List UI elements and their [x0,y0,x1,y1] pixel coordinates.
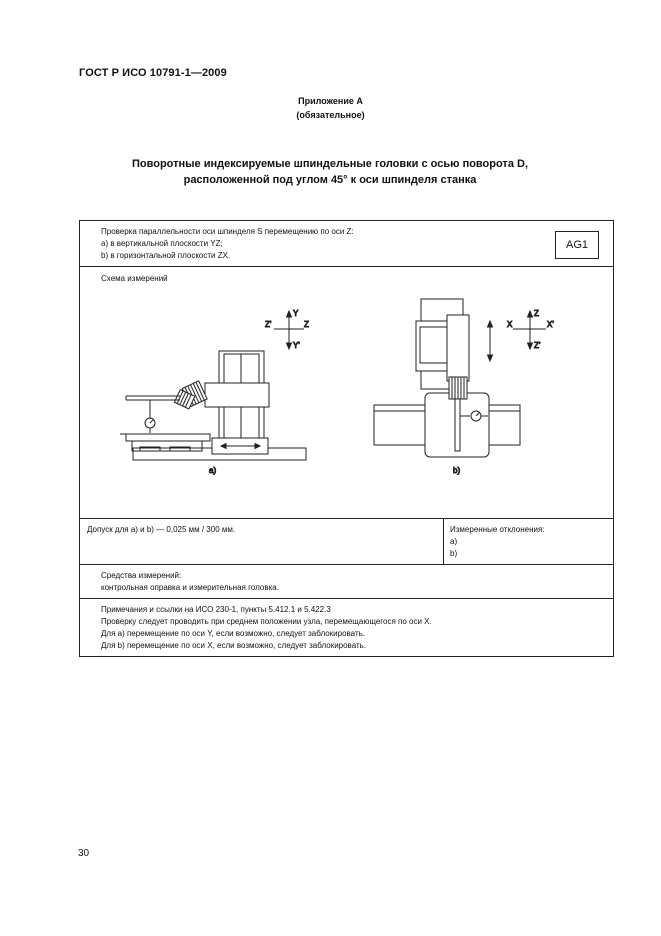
tolerance-text: Допуск для a) и b) — 0,025 мм / 300 мм. [87,525,236,534]
annex-title: Приложение А [298,96,363,106]
measurement-diagram [80,291,613,541]
section-heading-line1: Поворотные индексируемые шпиндельные головки с осью поворота D, [131,158,528,170]
figure-a-caption: а) [209,466,217,475]
measured-deviation-b: b) [450,549,458,558]
axis-label-x: X [507,320,513,329]
axis-label-z-prime: Z' [265,320,272,329]
instruments-text: контрольная оправка и измерительная головка. [101,583,279,592]
check-table [79,220,614,657]
notes-line2: Проверку следует проводить при среднем положении узла, перемещающегося по оси X. [101,617,432,626]
column-divider [443,518,444,564]
axis-label-z-b: Z [534,309,539,318]
document-header: ГОСТ Р ИСО 10791-1—2009 [79,67,227,79]
row-divider [80,266,613,267]
measured-deviations-label: Измеренные отклонения: [450,525,545,534]
notes-reference: Примечания и ссылки на ИСО 230-1, пункты 5.412.1 и 5.422.3 [101,605,331,614]
axis-label-z: Z [304,320,309,329]
notes-line4: Для b) перемещение по оси X, если возможно, следует заблокировать. [101,641,367,650]
row-divider [80,564,613,565]
check-description: Проверка параллельности оси шпинделя S перемещению по оси Z: [101,227,354,236]
diagram-label: Схема измерений [101,274,168,283]
measured-deviation-a: a) [450,537,458,546]
check-item-a: a) в вертикальной плоскости YZ; [101,239,223,248]
check-item-b: b) в горизонтальной плоскости ZX. [101,251,231,260]
row-divider [80,518,613,519]
axis-label-y-prime: Y' [293,341,300,350]
notes-line3: Для a) перемещение по оси Y, если возможно, следует заблокировать. [101,629,366,638]
axis-label-y: Y [293,309,299,318]
figure-a [120,311,306,460]
figure-b [374,299,546,457]
row-divider [80,598,613,599]
instruments-label: Средства измерений: [101,571,182,580]
axis-label-z-prime-b: Z' [534,341,541,350]
figure-b-caption: b) [453,466,461,475]
page-number: 30 [78,848,90,859]
check-code-box: AG1 [555,231,599,259]
annex-status: (обязательное) [296,110,365,120]
axis-label-x-prime: X' [547,320,554,329]
section-heading-line2: расположенной под углом 45° к оси шпинделя станка [183,174,477,186]
